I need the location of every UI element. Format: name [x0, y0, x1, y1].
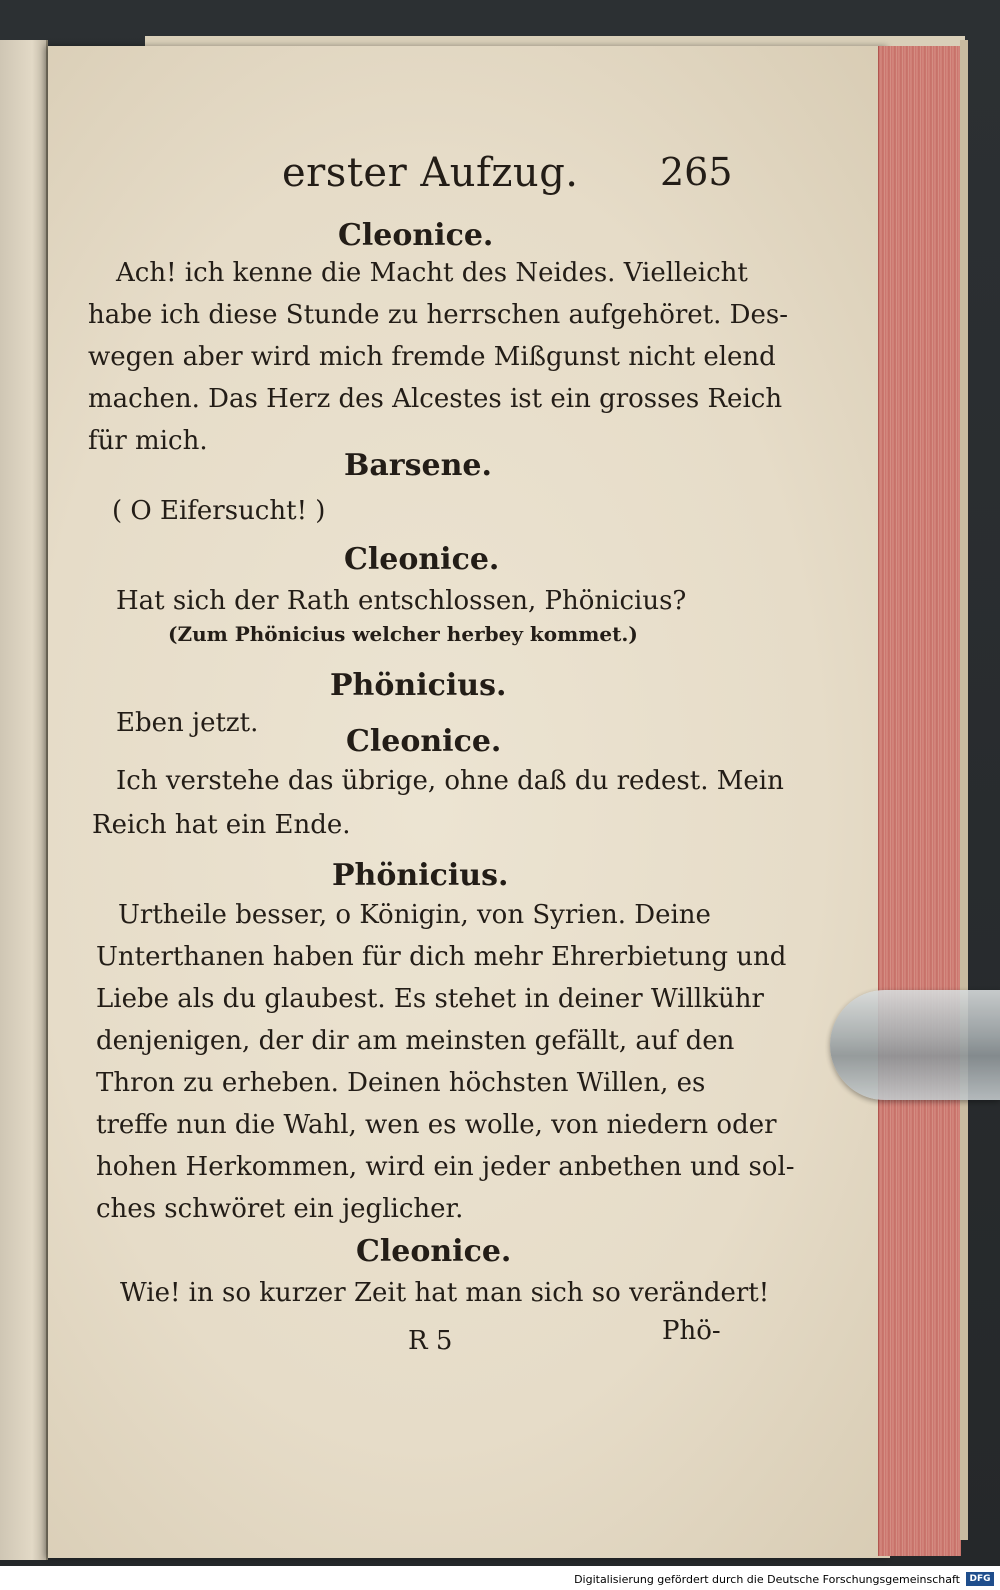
text-line: für mich. — [88, 426, 208, 456]
text-line: Ach! ich kenne die Macht des Neides. Vielleicht — [116, 258, 748, 288]
text-line: wegen aber wird mich fremde Mißgunst nicht elend — [88, 342, 776, 372]
dfg-logo: DFG — [966, 1572, 994, 1586]
text-line: ( O Eifersucht! ) — [112, 496, 326, 526]
text-line: Eben jetzt. — [116, 708, 259, 738]
text-line: denjenigen, der dir am meinsten gefällt, auf den — [96, 1026, 735, 1056]
speaker-name: Cleonice. — [338, 218, 494, 253]
page-clip — [830, 990, 1000, 1100]
page-edge-light — [960, 40, 968, 1540]
text-line: Hat sich der Rath entschlossen, Phönicius? — [116, 586, 687, 616]
speaker-name: Cleonice. — [344, 542, 500, 577]
text-line: Urtheile besser, o Königin, von Syrien. Deine — [118, 900, 711, 930]
speaker-name: Barsene. — [344, 448, 492, 483]
text-line: Unterthanen haben für dich mehr Ehrerbietung und — [96, 942, 787, 972]
text-line: Ich verstehe das übrige, ohne daß du redest. Mein — [116, 766, 784, 796]
footer-credit: Digitalisierung gefördert durch die Deutsche Forschungsgemeinschaft — [574, 1573, 960, 1586]
text-line: habe ich diese Stunde zu herrschen aufgehöret. Des- — [88, 300, 789, 330]
speaker-name: Phönicius. — [330, 668, 507, 703]
facing-page-edge — [0, 40, 48, 1560]
text-line: Liebe als du glaubest. Es stehet in deiner Willkühr — [96, 984, 764, 1014]
red-page-edges — [878, 46, 961, 1556]
stage-direction: (Zum Phönicius welcher herbey kommet.) — [168, 622, 638, 646]
speaker-name: Phönicius. — [332, 858, 509, 893]
text-line: machen. Das Herz des Alcestes ist ein grosses Reich — [88, 384, 783, 414]
text-line: ches schwöret ein jeglicher. — [96, 1194, 464, 1224]
text-line: hohen Herkommen, wird ein jeder anbethen und sol- — [96, 1152, 795, 1182]
text-line: Wie! in so kurzer Zeit hat man sich so verändert! — [120, 1278, 770, 1308]
text-line: Reich hat ein Ende. — [92, 810, 351, 840]
catchword: Phö- — [662, 1316, 721, 1346]
speaker-name: Cleonice. — [346, 724, 502, 759]
page-number: 265 — [660, 150, 733, 194]
signature-mark: R 5 — [408, 1326, 453, 1356]
text-line: Thron zu erheben. Deinen höchsten Willen, es — [96, 1068, 706, 1098]
text-line: treffe nun die Wahl, wen es wolle, von niedern oder — [96, 1110, 777, 1140]
running-header: erster Aufzug. — [282, 150, 579, 196]
speaker-name: Cleonice. — [356, 1234, 512, 1269]
